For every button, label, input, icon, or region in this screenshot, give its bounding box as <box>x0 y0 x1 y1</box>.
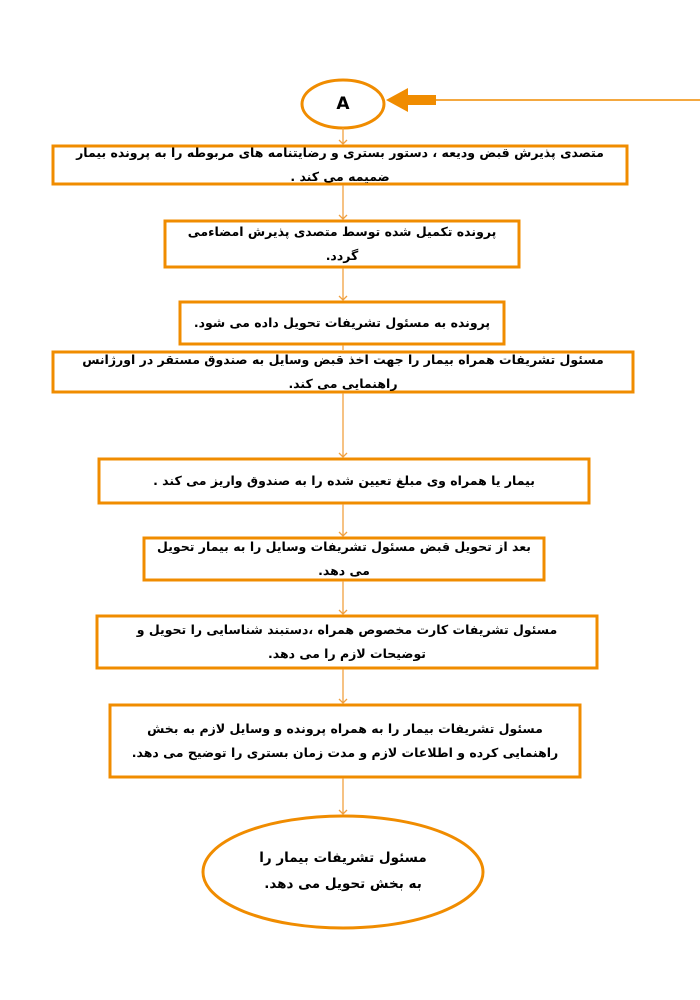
step-text-8: مسئول تشریفات بیمار را به همراه پرونده و وسایل لازم به بخش راهنمایی کرده و اطلاعات لازم و مدت زمان بستری را توضیح می دهد. <box>131 721 559 760</box>
step-text-3: پرونده به مسئول تشریفات تحویل داده می شود. <box>193 315 491 331</box>
incoming-arrow-shaft <box>406 95 436 105</box>
incoming-arrow-head <box>386 88 408 112</box>
step-text-7: مسئول تشریفات کارت مخصوص همراه ،دستبند شناسایی را تحویل و توضیحات لازم را می دهد. <box>136 622 558 661</box>
step-text-6: بعد از تحویل قبض مسئول تشریفات وسایل را به بیمار تحویل می دهد. <box>157 539 531 578</box>
step-text-1: متصدی پذیرش قبض ودیعه ، دستور بستری و رضایتنامه های مربوطه را به پرونده بیمار ضمیمه می کند . <box>76 145 604 184</box>
step-text-5: بیمار یا همراه وی مبلغ تعیین شده را به صندوق واریز می کند . <box>153 473 535 489</box>
start-node-label: A <box>336 93 350 114</box>
end-node-text: مسئول تشریفات بیمار را به بخش تحویل می دهد. <box>259 850 427 892</box>
step-text-2: پرونده تکمیل شده توسط متصدی پذیرش امضاءمی گردد. <box>187 224 497 263</box>
step-text-4: مسئول تشریفات همراه بیمار را جهت اخذ قبض وسایل به صندوق مستقر در اورژانس راهنمایی می کند. <box>82 352 604 391</box>
